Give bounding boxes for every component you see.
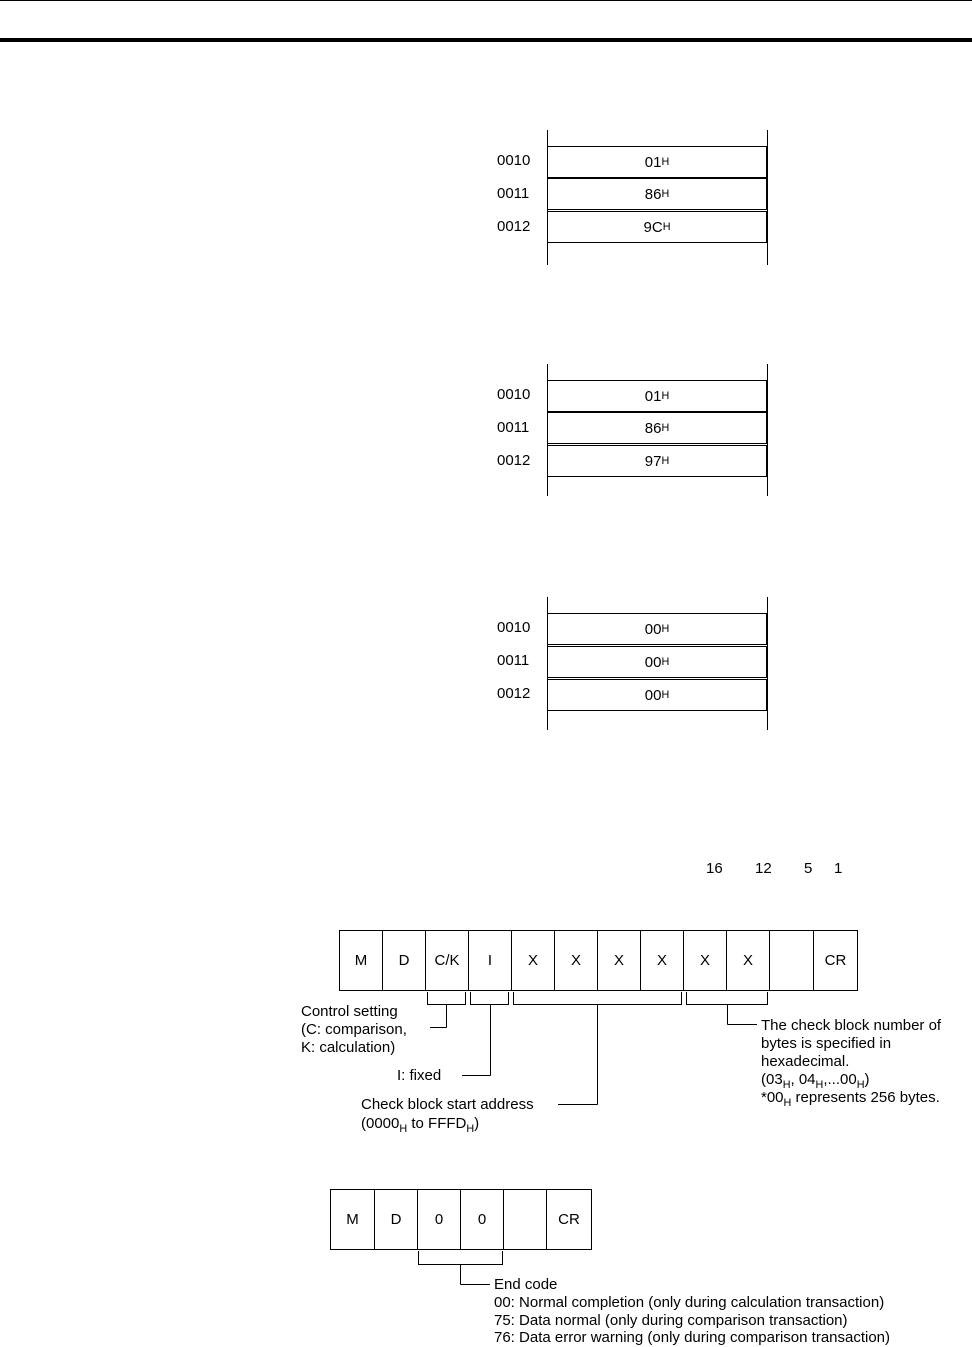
memory-cell: 86 H [547, 412, 768, 444]
command-frame [339, 930, 858, 991]
byte-count-examples: ($03_H$, $04_H,...00_H$) [761, 1071, 870, 1091]
memory-cell: 00 H [547, 646, 768, 678]
frame-cell: 0 [461, 1190, 504, 1249]
frame-cell: M [331, 1190, 375, 1249]
frame-cell [770, 931, 814, 990]
memory-cell: 01 H [547, 380, 768, 412]
frame-cell: X [641, 931, 684, 990]
address-label: 0012 [497, 685, 531, 702]
frame-cell: X [684, 931, 727, 990]
frame-cell: X [512, 931, 555, 990]
control-setting-label: (C: comparison, [301, 1021, 407, 1038]
frame-cell: C/K [426, 931, 469, 990]
frame-cell: I [469, 931, 512, 990]
frame-cell: D [383, 931, 426, 990]
byte-count-label: hexadecimal. [761, 1053, 850, 1070]
memory-cell: 97 H [547, 445, 768, 477]
control-setting-label: Control setting [301, 1003, 398, 1020]
bit-position-label: 12 [755, 860, 772, 877]
frame-cell: CR [824, 952, 847, 969]
address-label: 0011 [497, 185, 530, 202]
frame-cell: X [727, 931, 770, 990]
frame-cell: M [340, 931, 383, 990]
address-label: 0011 [497, 419, 530, 436]
byte-count-note: $*00_H$ represents 256 bytes. [761, 1089, 940, 1109]
address-label: 0012 [497, 452, 531, 469]
frame-cell [504, 1190, 547, 1249]
end-code-76: 76: Data error warning (only during comparison transaction) [494, 1329, 891, 1346]
frame-cell: X [555, 931, 598, 990]
address-label: 0010 [497, 386, 531, 403]
start-address-range: ($0000_H$ to $FFFD_H$) [361, 1115, 480, 1135]
end-code-00: 00: Normal completion (only during calculation transaction) [494, 1294, 885, 1311]
control-setting-label: K: calculation) [301, 1039, 396, 1056]
byte-count-label: bytes is specified in [761, 1035, 892, 1052]
memory-table-1 [495, 130, 775, 265]
bit-position-label: 1 [834, 860, 843, 877]
address-label: 0010 [497, 619, 531, 636]
header-rule-thick [0, 38, 972, 42]
bit-position-label: 5 [804, 860, 813, 877]
memory-cell: 86 H [547, 178, 768, 210]
fixed-label: I: fixed [397, 1067, 442, 1084]
bit-position-label: 16 [706, 860, 723, 877]
end-code-label: End code [494, 1276, 558, 1293]
memory-table-2 [495, 364, 775, 496]
frame-cell: 0 [418, 1190, 461, 1249]
memory-cell: 9C H [547, 211, 768, 243]
memory-cell: 01 H [547, 146, 768, 178]
byte-count-label: The check block number of [761, 1017, 942, 1034]
end-code-75: 75: Data normal (only during comparison transaction) [494, 1312, 848, 1329]
address-label: 0011 [497, 652, 530, 669]
frame-cell: CR [558, 1211, 580, 1228]
frame-cell: D [375, 1190, 418, 1249]
memory-cell: 00 H [547, 679, 768, 711]
header-rule-thin [0, 0, 972, 1]
start-address-label: Check block start address [361, 1096, 534, 1113]
frame-cell: X [598, 931, 641, 990]
memory-table-3 [495, 597, 775, 730]
address-label: 0012 [497, 218, 531, 235]
response-leader-lines [0, 1249, 972, 1289]
address-label: 0010 [497, 152, 531, 169]
memory-cell: 00 H [547, 613, 768, 645]
response-frame [330, 1189, 592, 1250]
